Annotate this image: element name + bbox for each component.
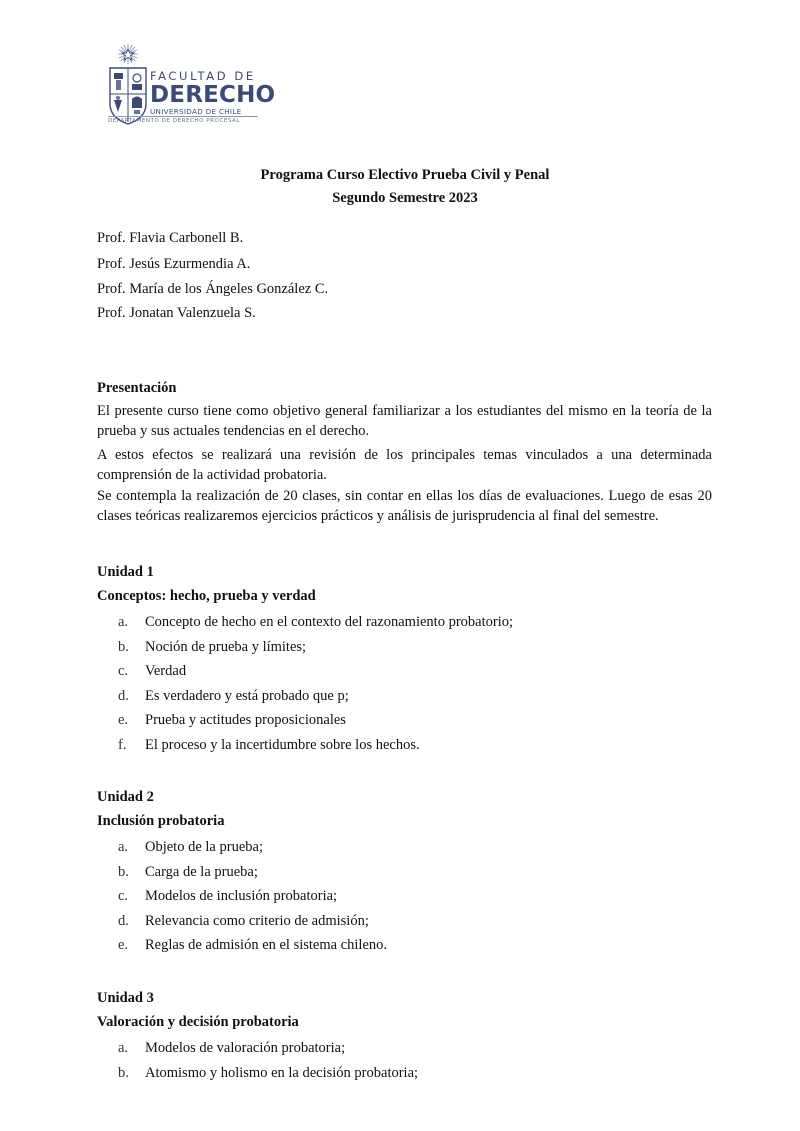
unit-topic-list	[118, 837, 387, 960]
list-item-text: Concepto de hecho en el contexto del razonamiento probatorio;	[145, 614, 514, 630]
list-item-text: Reglas de admisión en el sistema chileno.	[145, 937, 388, 954]
list-item	[118, 686, 513, 711]
list-item	[118, 935, 387, 960]
list-marker: a.	[118, 1040, 129, 1056]
list-marker: b.	[118, 638, 129, 655]
list-item	[118, 911, 387, 936]
unit-label: Unidad 1	[97, 564, 154, 580]
unit-label: Unidad 2	[97, 789, 154, 805]
list-marker: b.	[118, 1064, 129, 1081]
list-item-text: Objeto de la prueba;	[145, 839, 263, 855]
unit-topic-list	[118, 1038, 418, 1087]
list-marker: b.	[118, 863, 129, 880]
unit-title: Inclusión probatoria	[97, 813, 225, 829]
logo-divider	[108, 116, 258, 117]
professor-name: Prof. Jesús Ezurmendia A.	[97, 256, 251, 272]
document-title: Programa Curso Electivo Prueba Civil y Penal	[260, 167, 550, 183]
document-subtitle: Segundo Semestre 2023	[332, 190, 478, 206]
list-item-text: Verdad	[145, 663, 187, 680]
list-item-text: Atomismo y holismo en la decisión probatoria;	[145, 1064, 419, 1081]
list-item-text: Modelos de inclusión probatoria;	[145, 888, 338, 905]
university-seal-icon	[108, 42, 148, 126]
paragraph: A estos efectos se realizará una revisión de los principales temas vinculados a una determinada comprensión de la actividad probatoria.	[97, 447, 712, 483]
paragraph: Se contempla la realización de 20 clases, sin contar en ellas los días de evaluaciones. Luego de esas 20 clases teóricas realizaremos ejercicios prácticos y análisis de jurisprudencia al final del semestre.	[97, 488, 712, 524]
list-marker: c.	[118, 888, 129, 905]
list-item	[118, 886, 387, 911]
list-item-text: Prueba y actitudes proposicionales	[145, 712, 346, 729]
list-marker: c.	[118, 663, 129, 680]
list-item-text: Relevancia como criterio de admisión;	[145, 912, 369, 929]
list-marker: d.	[118, 687, 129, 704]
logo-derecho: DERECHO	[150, 82, 276, 108]
list-item	[118, 837, 387, 862]
logo-departamento: DEPARTAMENTO DE DERECHO PROCESAL	[108, 118, 240, 124]
list-marker: d.	[118, 912, 129, 929]
list-marker: a.	[118, 839, 129, 855]
list-marker: a.	[118, 614, 129, 630]
list-marker: f.	[118, 736, 127, 753]
paragraph: El presente curso tiene como objetivo general familiarizar a los estudiantes del mismo en la teoría de la prueba y sus actuales tendencias en el derecho.	[97, 403, 712, 439]
list-item-text: Noción de prueba y límites;	[145, 638, 307, 655]
professor-name: Prof. María de los Ángeles González C.	[97, 281, 329, 297]
section-heading-presentacion: Presentación	[97, 380, 177, 396]
professor-name: Prof. Jonatan Valenzuela S.	[97, 305, 256, 321]
list-marker: e.	[118, 937, 129, 954]
list-item-text: Es verdadero y está probado que p;	[145, 687, 349, 704]
professor-name: Prof. Flavia Carbonell B.	[97, 230, 244, 246]
list-item-text: El proceso y la incertidumbre sobre los hechos.	[145, 736, 420, 753]
list-item	[118, 612, 513, 637]
list-item	[118, 637, 513, 662]
logo-facultad: FACULTAD DE	[150, 69, 256, 83]
list-item	[118, 1063, 418, 1088]
list-item	[118, 862, 387, 887]
unit-topic-list	[118, 612, 513, 760]
list-item-text: Carga de la prueba;	[145, 863, 258, 880]
list-item	[118, 735, 513, 760]
list-marker: e.	[118, 712, 129, 729]
logo-universidad: UNIVERSIDAD DE CHILE	[150, 107, 242, 116]
unit-title: Conceptos: hecho, prueba y verdad	[97, 588, 316, 604]
faculty-logo	[108, 42, 276, 130]
list-item	[118, 1038, 418, 1063]
list-item-text: Modelos de valoración probatoria;	[145, 1040, 346, 1056]
list-item	[118, 661, 513, 686]
unit-label: Unidad 3	[97, 990, 154, 1006]
list-item	[118, 710, 513, 735]
unit-title: Valoración y decisión probatoria	[97, 1014, 299, 1030]
logo-wordmark	[150, 69, 276, 116]
